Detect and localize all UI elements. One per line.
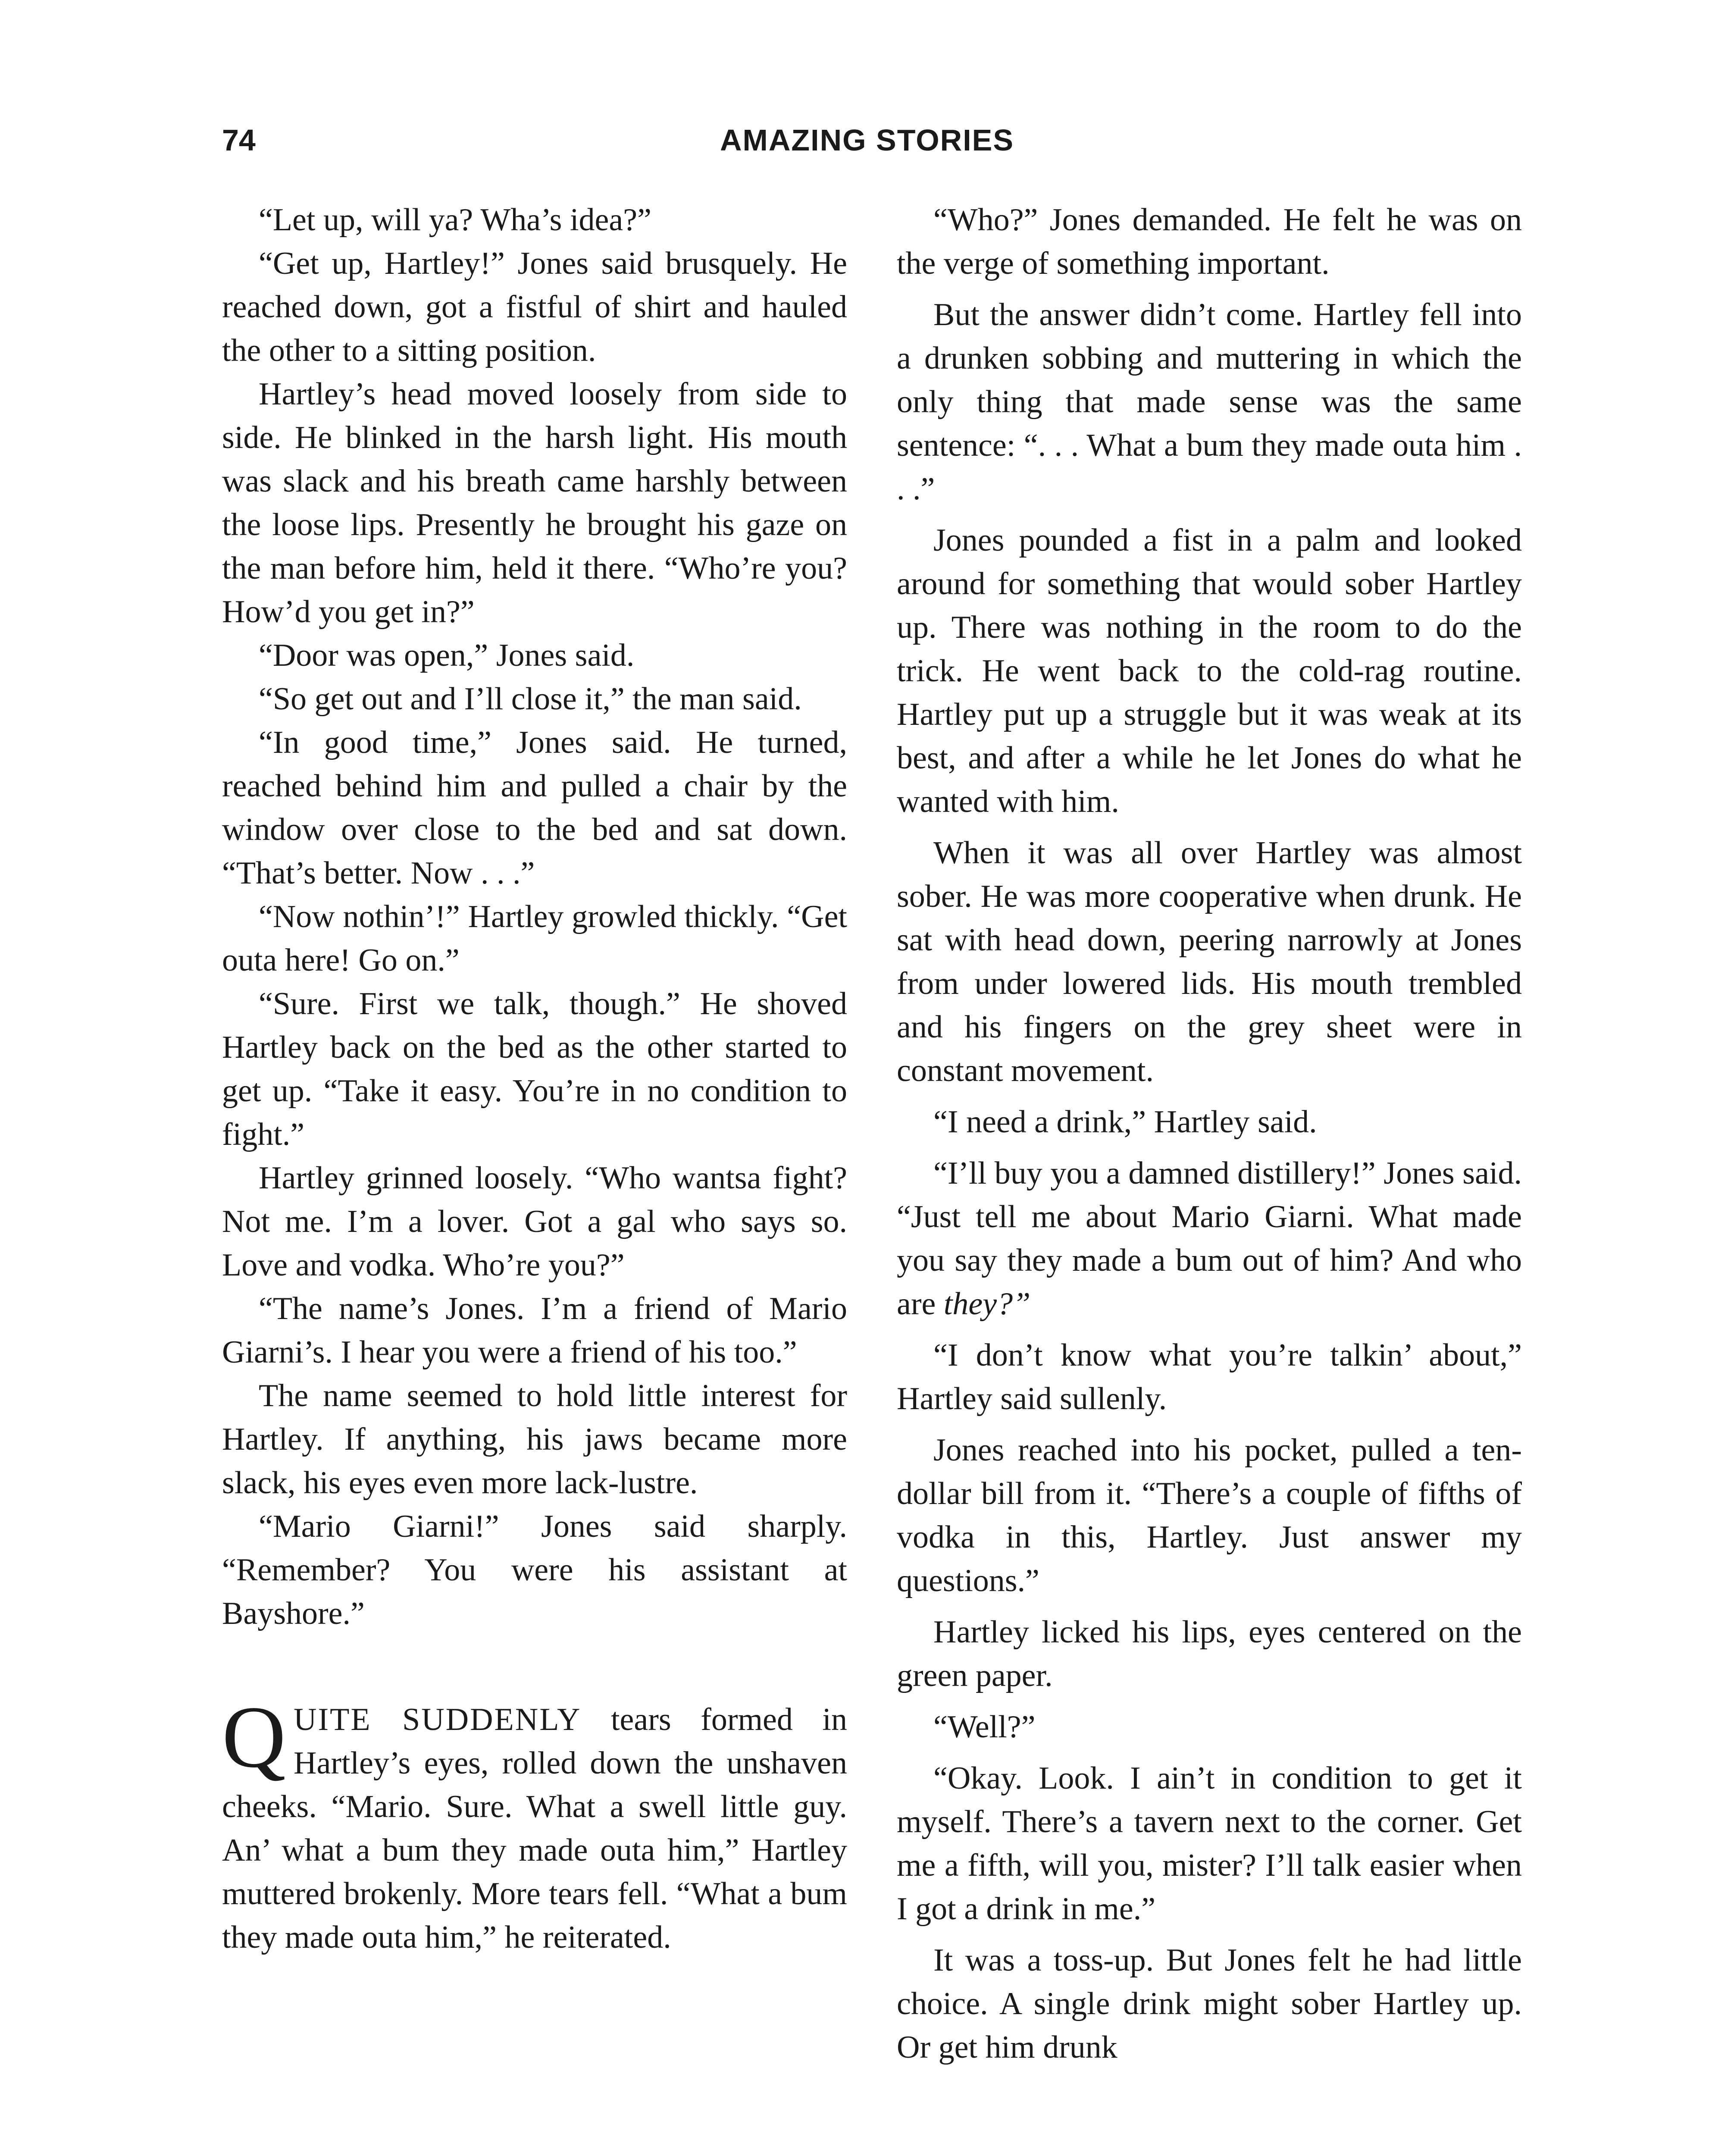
page-number: 74 xyxy=(222,123,256,157)
paragraph: “Get up, Hartley!” Jones said brusquely. He reached down, got a fistful of shirt and hauled the other to a sitting position. xyxy=(222,246,847,368)
paragraph: “Okay. Look. I ain’t in condition to get it myself. There’s a tavern next to the corner. Get me a fifth, will you, mister? I’ll talk easier when I got a drink in me.” xyxy=(897,1761,1522,1927)
paragraph: Hartley licked his lips, eyes centered on the green paper. xyxy=(897,1614,1522,1693)
paragraph: “The name’s Jones. I’m a friend of Mario Giarni’s. I hear you were a friend of his too.” xyxy=(222,1291,847,1370)
small-caps-lead: UITE SUDDENLY xyxy=(294,1702,582,1737)
running-head: AMAZING STORIES xyxy=(720,123,1014,157)
paragraph: “Let up, will ya? Wha’s idea?” xyxy=(259,202,651,238)
italic-word: they?” xyxy=(943,1286,1031,1322)
paragraph: “Who?” Jones demanded. He felt he was on the verge of something important. xyxy=(897,202,1522,281)
right-column xyxy=(897,198,1522,2077)
paragraph: “Mario Giarni!” Jones said sharply. “Remember? You were his assistant at Bayshore.” xyxy=(222,1509,847,1631)
left-column xyxy=(222,198,847,1959)
paragraph-with-italic xyxy=(897,1152,1522,1326)
paragraph: Hartley’s head moved loosely from side to side. He blinked in the harsh light. His mouth was slack and his breath came harshly between the loose lips. Presently he brought his gaze on the man before him, held it there. “Who’re you? How’d you get in?” xyxy=(222,376,847,630)
paragraph: “In good time,” Jones said. He turned, reached behind him and pulled a chair by the window over close to the bed and sat down. “That’s better. Now . . .” xyxy=(222,725,847,891)
paragraph: Jones pounded a fist in a palm and looked around for something that would sober Hartley up. There was nothing in the room to do the trick. He went back to the cold-rag routine. Hartley put up a struggle but it was weak at its best, and after a while he let Jones do what he wanted with him. xyxy=(897,523,1522,819)
paragraph: It was a toss-up. But Jones felt he had little choice. A single drink might sober Hartley up. Or get him drunk xyxy=(897,1943,1522,2065)
paragraph: The name seemed to hold little interest for Hartley. If anything, his jaws became more slack, his eyes even more lack-lustre. xyxy=(222,1378,847,1501)
paragraph: “Door was open,” Jones said. xyxy=(259,638,635,673)
section-opening-paragraph xyxy=(222,1688,847,1959)
paragraph: “I need a drink,” Hartley said. xyxy=(933,1104,1317,1140)
paragraph: “I don’t know what you’re talkin’ about,” Hartley said sullenly. xyxy=(897,1338,1522,1416)
section-text: tears formed in Hartley’s eyes, rolled down the unshaven cheeks. “Mario. Sure. What a swell little guy. An’ what a bum they made outa him,” Hartley muttered brokenly. More tears fell. “What a bum they made outa him,” he reiterated. xyxy=(222,1702,847,1955)
paragraph: “So get out and I’ll close it,” the man said. xyxy=(259,681,802,717)
paragraph-text: “I’ll buy you a damned distillery!” Jones said. “Just tell me about Mario Giarni. What made you say they made a bum out of him? And who are xyxy=(897,1156,1522,1322)
paragraph: “Now nothin’!” Hartley growled thickly. “Get outa here! Go on.” xyxy=(222,899,847,978)
paragraph: Hartley grinned loosely. “Who wantsa fight? Not me. I’m a lover. Got a gal who says so. Love and vodka. Who’re you?” xyxy=(222,1160,847,1283)
paragraph: Jones reached into his pocket, pulled a ten-dollar bill from it. “There’s a couple of fifths of vodka in this, Hartley. Just answer my questions.” xyxy=(897,1432,1522,1598)
drop-cap: Q xyxy=(222,1688,286,1786)
paragraph: “Well?” xyxy=(933,1709,1036,1745)
paragraph: When it was all over Hartley was almost sober. He was more cooperative when drunk. He sat with head down, peering narrowly at Jones from under lowered lids. His mouth trembled and his fingers on the grey sheet were in constant movement. xyxy=(897,835,1522,1088)
page-header xyxy=(0,116,1734,168)
paragraph: “Sure. First we talk, though.” He shoved Hartley back on the bed as the other started to get up. “Take it easy. You’re in no condition to fight.” xyxy=(222,986,847,1152)
paragraph: But the answer didn’t come. Hartley fell into a drunken sobbing and muttering in which the only thing that made sense was the same sentence: “. . . What a bum they made outa him . . .” xyxy=(897,297,1522,507)
